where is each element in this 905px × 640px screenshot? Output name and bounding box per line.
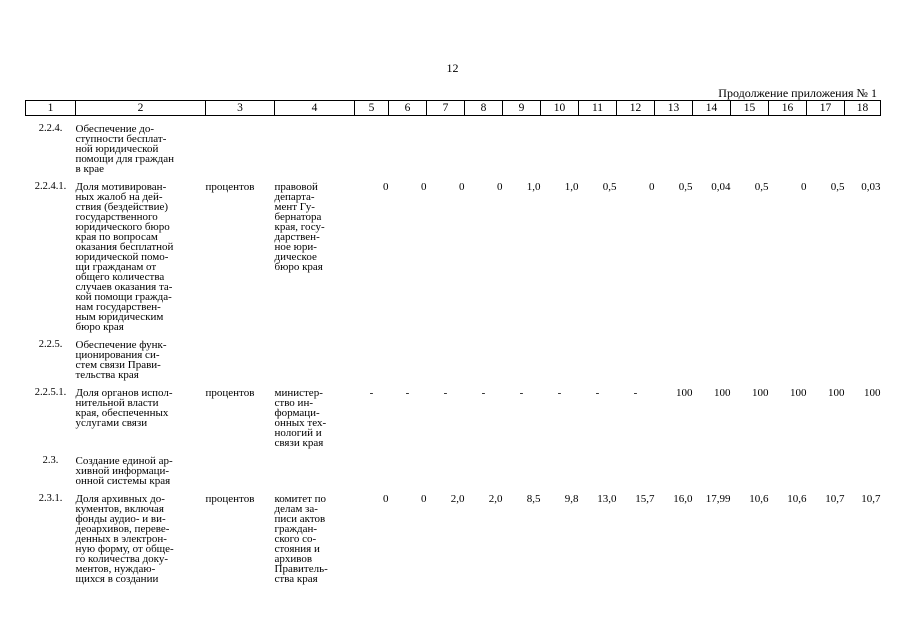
- continuation-label: Продолжение приложения № 1: [718, 86, 877, 100]
- value-cell: [465, 116, 503, 175]
- value-cell: [465, 448, 503, 486]
- value-cell: 100: [790, 387, 807, 399]
- text-line: писи актов: [274, 513, 326, 525]
- value-cell: [389, 332, 427, 380]
- value-cell: 2,0: [488, 493, 503, 505]
- value-cell: -: [481, 387, 486, 399]
- value-cell: -: [633, 387, 638, 399]
- value-cell: 0,03: [861, 181, 881, 193]
- value-cell: [355, 116, 389, 175]
- value-cell: [617, 332, 655, 380]
- value-cell: 17,99: [705, 493, 731, 505]
- text-line: онной системы края: [75, 475, 171, 487]
- value-cell: [579, 116, 617, 175]
- text-line: края по вопросам: [75, 231, 158, 243]
- value-cell: 16,0: [673, 493, 693, 505]
- text-line: хивной информаци-: [75, 465, 170, 477]
- value-cell: [693, 116, 731, 175]
- text-line: бюро края: [75, 321, 124, 333]
- value-cell: [655, 116, 693, 175]
- value-cell: [655, 332, 693, 380]
- text-line: тельства края: [75, 369, 139, 381]
- unit-cell: [206, 332, 275, 380]
- text-line: граждан-: [274, 523, 318, 535]
- value-cell: [731, 332, 769, 380]
- column-header: 10: [541, 101, 579, 116]
- value-cell: 100: [864, 387, 881, 399]
- value-cell: 10,6: [749, 493, 769, 505]
- responsible-executor: [275, 380, 355, 448]
- value-cell: [503, 332, 541, 380]
- table-body: [26, 116, 881, 585]
- column-header: 9: [503, 101, 541, 116]
- text-line: ство ин-: [274, 397, 313, 409]
- text-line: деоархивов, переве-: [75, 523, 170, 535]
- value-cell: 0: [649, 181, 655, 193]
- column-header: 11: [579, 101, 617, 116]
- responsible-executor: [275, 332, 355, 380]
- text-line: края, обеспеченных: [75, 407, 169, 419]
- value-cell: [769, 448, 807, 486]
- text-line: Создание единой ар-: [75, 455, 173, 467]
- indicator-name: [76, 486, 206, 584]
- value-cell: [465, 332, 503, 380]
- column-header: 13: [655, 101, 693, 116]
- text-line: мент Гу-: [274, 201, 315, 213]
- text-line: министер-: [274, 387, 323, 399]
- text-line: ского со-: [274, 533, 317, 545]
- text-line: ступности бесплат-: [75, 133, 167, 145]
- value-cell: [541, 448, 579, 486]
- value-cell: 0,5: [830, 181, 845, 193]
- value-cell: 10,7: [825, 493, 845, 505]
- value-cell: [769, 116, 807, 175]
- column-header: 8: [465, 101, 503, 116]
- text-line: нам государствен-: [75, 301, 161, 313]
- value-cell: 2,0: [450, 493, 465, 505]
- value-cell: [617, 116, 655, 175]
- unit-cell: процентов: [205, 181, 255, 193]
- table-row: [26, 448, 881, 486]
- value-cell: -: [405, 387, 410, 399]
- value-cell: [845, 332, 881, 380]
- row-number: 2.2.5.1.: [34, 387, 67, 398]
- text-line: оказания бесплатной: [75, 241, 174, 253]
- indicator-name: [76, 174, 206, 332]
- text-line: комитет по: [274, 493, 327, 505]
- value-cell: 1,0: [526, 181, 541, 193]
- text-line: общего количества: [75, 271, 165, 283]
- table-row: [26, 174, 881, 332]
- text-line: архивов: [274, 553, 313, 565]
- value-cell: [731, 116, 769, 175]
- unit-cell: [206, 116, 275, 175]
- text-line: ционирования си-: [75, 349, 160, 361]
- text-line: бюро края: [274, 261, 323, 273]
- value-cell: [427, 332, 465, 380]
- value-cell: 15,7: [635, 493, 655, 505]
- indicator-name: [76, 380, 206, 448]
- value-cell: [427, 116, 465, 175]
- column-header: 7: [427, 101, 465, 116]
- text-line: связи края: [274, 437, 324, 449]
- text-line: Доля архивных до-: [75, 493, 165, 505]
- text-line: края, госу-: [274, 221, 325, 233]
- column-header: 17: [807, 101, 845, 116]
- text-line: юридической помо-: [75, 251, 169, 263]
- text-line: помощи для граждан: [75, 153, 175, 165]
- column-header: 16: [769, 101, 807, 116]
- indicator-name: [76, 332, 206, 380]
- value-cell: -: [595, 387, 600, 399]
- value-cell: [845, 116, 881, 175]
- page-number: 12: [446, 61, 459, 75]
- responsible-executor: [275, 174, 355, 332]
- column-header: 6: [389, 101, 427, 116]
- value-cell: 9,8: [564, 493, 579, 505]
- text-line: нологий и: [274, 427, 322, 439]
- text-line: Обеспечение до-: [75, 123, 155, 135]
- value-cell: [807, 448, 845, 486]
- text-line: ным юридическим: [75, 311, 164, 323]
- text-line: Правитель-: [274, 563, 328, 575]
- value-cell: -: [369, 387, 374, 399]
- value-cell: -: [557, 387, 562, 399]
- column-header: 14: [693, 101, 731, 116]
- value-cell: 0: [421, 493, 427, 505]
- table-row: [26, 486, 881, 584]
- row-number: 2.3.1.: [38, 493, 63, 504]
- value-cell: [503, 448, 541, 486]
- text-line: ментов, нуждаю-: [75, 563, 156, 575]
- responsible-executor: [275, 486, 355, 584]
- text-line: ную форму, от обще-: [75, 543, 174, 555]
- column-header: 18: [845, 101, 881, 116]
- text-line: дарствен-: [274, 231, 320, 243]
- text-line: ства края: [274, 573, 318, 585]
- text-line: кументов, включая: [75, 503, 164, 515]
- text-line: онных тех-: [274, 417, 327, 429]
- text-line: кой помощи гражда-: [75, 291, 172, 303]
- value-cell: [503, 116, 541, 175]
- column-header: 12: [617, 101, 655, 116]
- text-line: услугами связи: [75, 417, 148, 429]
- value-cell: -: [519, 387, 524, 399]
- text-line: государственного: [75, 211, 158, 223]
- value-cell: 0: [421, 181, 427, 193]
- indicators-table: [25, 100, 881, 584]
- text-line: ной юридической: [75, 143, 159, 155]
- value-cell: 100: [676, 387, 693, 399]
- value-cell: [579, 448, 617, 486]
- text-line: го количества доку-: [75, 553, 169, 565]
- value-cell: [807, 332, 845, 380]
- row-number: 2.2.4.: [38, 123, 63, 134]
- table-header-row: [26, 101, 881, 116]
- text-line: стем связи Прави-: [75, 359, 161, 371]
- value-cell: [355, 332, 389, 380]
- value-cell: [769, 332, 807, 380]
- table-row: [26, 380, 881, 448]
- value-cell: 100: [752, 387, 769, 399]
- value-cell: [541, 332, 579, 380]
- value-cell: 13,0: [597, 493, 617, 505]
- indicator-name: [76, 448, 206, 486]
- value-cell: [693, 448, 731, 486]
- column-header: 3: [206, 101, 275, 116]
- column-header: 15: [731, 101, 769, 116]
- value-cell: 0,5: [602, 181, 617, 193]
- unit-cell: [206, 448, 275, 486]
- text-line: нительной власти: [75, 397, 159, 409]
- column-header: 1: [26, 101, 76, 116]
- value-cell: [617, 448, 655, 486]
- value-cell: [807, 116, 845, 175]
- value-cell: 0: [497, 181, 503, 193]
- value-cell: 100: [714, 387, 731, 399]
- text-line: денных в электрон-: [75, 533, 167, 545]
- value-cell: 0: [383, 493, 389, 505]
- value-cell: [389, 116, 427, 175]
- value-cell: 10,6: [787, 493, 807, 505]
- responsible-executor: [275, 116, 355, 175]
- responsible-executor: [275, 448, 355, 486]
- text-line: Доля органов испол-: [75, 387, 173, 399]
- value-cell: [355, 448, 389, 486]
- value-cell: -: [443, 387, 448, 399]
- table-row: [26, 116, 881, 175]
- text-line: ное юри-: [274, 241, 317, 253]
- value-cell: 0,5: [678, 181, 693, 193]
- value-cell: [693, 332, 731, 380]
- text-line: случаев оказания та-: [75, 281, 173, 293]
- text-line: дическое: [274, 251, 317, 263]
- value-cell: 0,5: [754, 181, 769, 193]
- value-cell: [845, 448, 881, 486]
- text-line: Доля мотивирован-: [75, 181, 167, 193]
- unit-cell: процентов: [205, 387, 255, 399]
- row-number: 2.3.: [42, 455, 59, 466]
- text-line: стояния и: [274, 543, 320, 555]
- value-cell: [731, 448, 769, 486]
- text-line: Обеспечение функ-: [75, 339, 167, 351]
- text-line: формаци-: [274, 407, 320, 419]
- table-row: [26, 332, 881, 380]
- row-number: 2.2.4.1.: [34, 181, 67, 192]
- column-header: 5: [355, 101, 389, 116]
- text-line: юридического бюро: [75, 221, 170, 233]
- value-cell: [541, 116, 579, 175]
- row-number: 2.2.5.: [38, 339, 63, 350]
- value-cell: 8,5: [526, 493, 541, 505]
- text-line: ных жалоб на дей-: [75, 191, 163, 203]
- value-cell: [427, 448, 465, 486]
- value-cell: 0: [383, 181, 389, 193]
- text-line: фонды аудио- и ви-: [75, 513, 166, 525]
- value-cell: [389, 448, 427, 486]
- text-line: ствия (бездействие): [75, 201, 169, 213]
- value-cell: 10,7: [861, 493, 881, 505]
- text-line: правовой: [274, 181, 318, 193]
- value-cell: [579, 332, 617, 380]
- value-cell: 0,04: [711, 181, 731, 193]
- value-cell: 0: [459, 181, 465, 193]
- unit-cell: процентов: [205, 493, 255, 505]
- value-cell: 1,0: [564, 181, 579, 193]
- text-line: щи гражданам от: [75, 261, 157, 273]
- value-cell: [655, 448, 693, 486]
- value-cell: 100: [828, 387, 845, 399]
- text-line: в крае: [75, 163, 105, 175]
- column-header: 4: [275, 101, 355, 116]
- indicator-name: [76, 116, 206, 175]
- value-cell: 0: [801, 181, 807, 193]
- text-line: департа-: [274, 191, 315, 203]
- text-line: делам за-: [274, 503, 318, 515]
- column-header: 2: [76, 101, 206, 116]
- text-line: щихся в создании: [75, 573, 159, 585]
- text-line: бернатора: [274, 211, 322, 223]
